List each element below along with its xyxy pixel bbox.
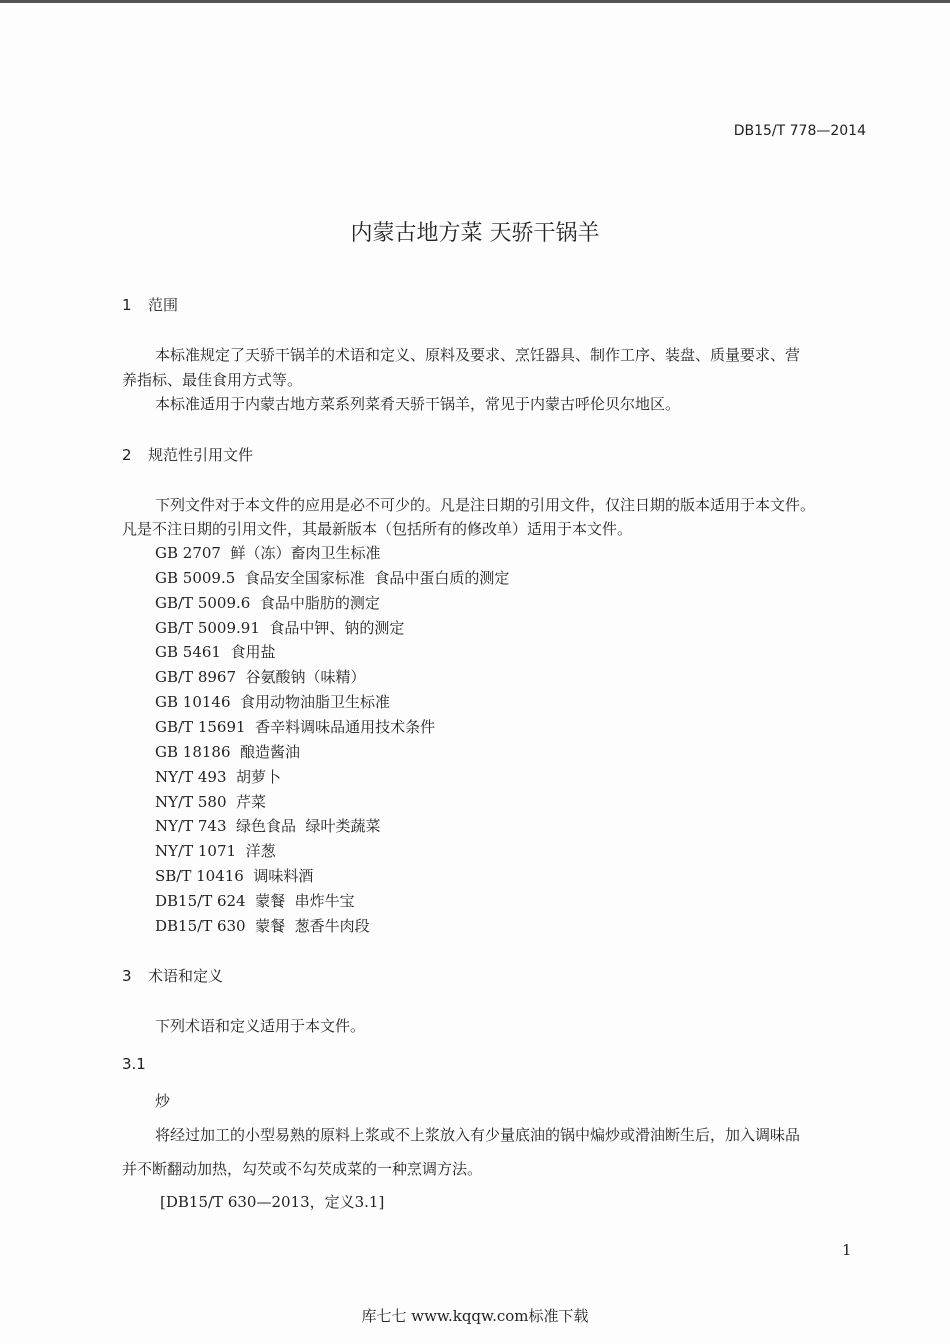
subsection-number: 3.1 bbox=[122, 1055, 146, 1073]
section-3-heading bbox=[122, 966, 223, 986]
reference-item: GB 10146 食用动物油脂卫生标准 bbox=[155, 693, 391, 712]
section-2-heading bbox=[122, 445, 253, 465]
reference-item: GB/T 5009.6 食品中脂肪的测定 bbox=[155, 593, 380, 612]
reference-item: NY/T 1071 洋葱 bbox=[155, 842, 276, 861]
paragraph: 本标准适用于内蒙古地方菜系列菜肴天骄干锅羊，常见于内蒙古呼伦贝尔地区。 bbox=[155, 395, 681, 413]
page-number: 1 bbox=[842, 1241, 852, 1259]
definition: 将经过加工的小型易熟的原料上浆或不上浆放入有少量底油的锅中煸炒或滑油断生后，加入调味品 bbox=[155, 1126, 801, 1144]
section-number: 2 bbox=[122, 446, 132, 464]
reference-item: DB15/T 624 蒙餐 串炸牛宝 bbox=[155, 891, 355, 910]
reference-item: DB15/T 630 蒙餐 葱香牛肉段 bbox=[155, 916, 370, 935]
reference-item: GB 2707 鲜（冻）畜肉卫生标准 bbox=[155, 544, 381, 562]
reference-item: NY/T 743 绿色食品 绿叶类蔬菜 bbox=[155, 817, 381, 836]
definition: 并不断翻动加热，勾芡或不勾芡成菜的一种烹调方法。 bbox=[122, 1160, 483, 1178]
reference-item: NY/T 580 芹菜 bbox=[155, 792, 267, 811]
section-number: 1 bbox=[122, 296, 132, 314]
term: 炒 bbox=[155, 1092, 171, 1110]
reference-item: NY/T 493 胡萝卜 bbox=[155, 767, 282, 786]
section-number: 3 bbox=[122, 967, 132, 985]
reference-item: SB/T 10416 调味料酒 bbox=[155, 867, 314, 886]
footer-watermark: 库七七 www.kqqw.com标准下载 bbox=[361, 1307, 589, 1325]
reference-item: GB 5009.5 食品安全国家标准 食品中蛋白质的测定 bbox=[155, 568, 510, 587]
reference-item: GB 5461 食用盐 bbox=[155, 643, 276, 662]
reference-item: GB/T 5009.91 食品中钾、钠的测定 bbox=[155, 618, 405, 637]
reference-item: GB/T 8967 谷氨酸钠（味精） bbox=[155, 668, 366, 687]
definition-source: [DB15/T 630—2013，定义3.1] bbox=[160, 1193, 385, 1211]
section-title: 范围 bbox=[148, 296, 179, 314]
paragraph: 本标准规定了天骄干锅羊的术语和定义、原料及要求、烹饪器具、制作工序、装盘、质量要求、营 bbox=[155, 346, 801, 364]
section-title: 术语和定义 bbox=[148, 967, 224, 985]
paragraph: 下列文件对于本文件的应用是必不可少的。凡是注日期的引用文件，仅注日期的版本适用于本文件。 bbox=[155, 496, 816, 514]
standard-number: DB15/T 778—2014 bbox=[733, 123, 866, 139]
paragraph: 下列术语和定义适用于本文件。 bbox=[155, 1017, 366, 1035]
reference-item: GB/T 15691 香辛料调味品通用技术条件 bbox=[155, 717, 436, 736]
page-title: 内蒙古地方菜 天骄干锅羊 bbox=[350, 221, 600, 246]
top-border bbox=[0, 0, 950, 3]
reference-item: GB 18186 酿造酱油 bbox=[155, 742, 301, 761]
paragraph: 凡是不注日期的引用文件，其最新版本（包括所有的修改单）适用于本文件。 bbox=[122, 520, 633, 538]
paragraph: 养指标、最佳食用方式等。 bbox=[122, 371, 303, 389]
section-1-heading bbox=[122, 295, 178, 315]
section-title: 规范性引用文件 bbox=[148, 446, 254, 464]
